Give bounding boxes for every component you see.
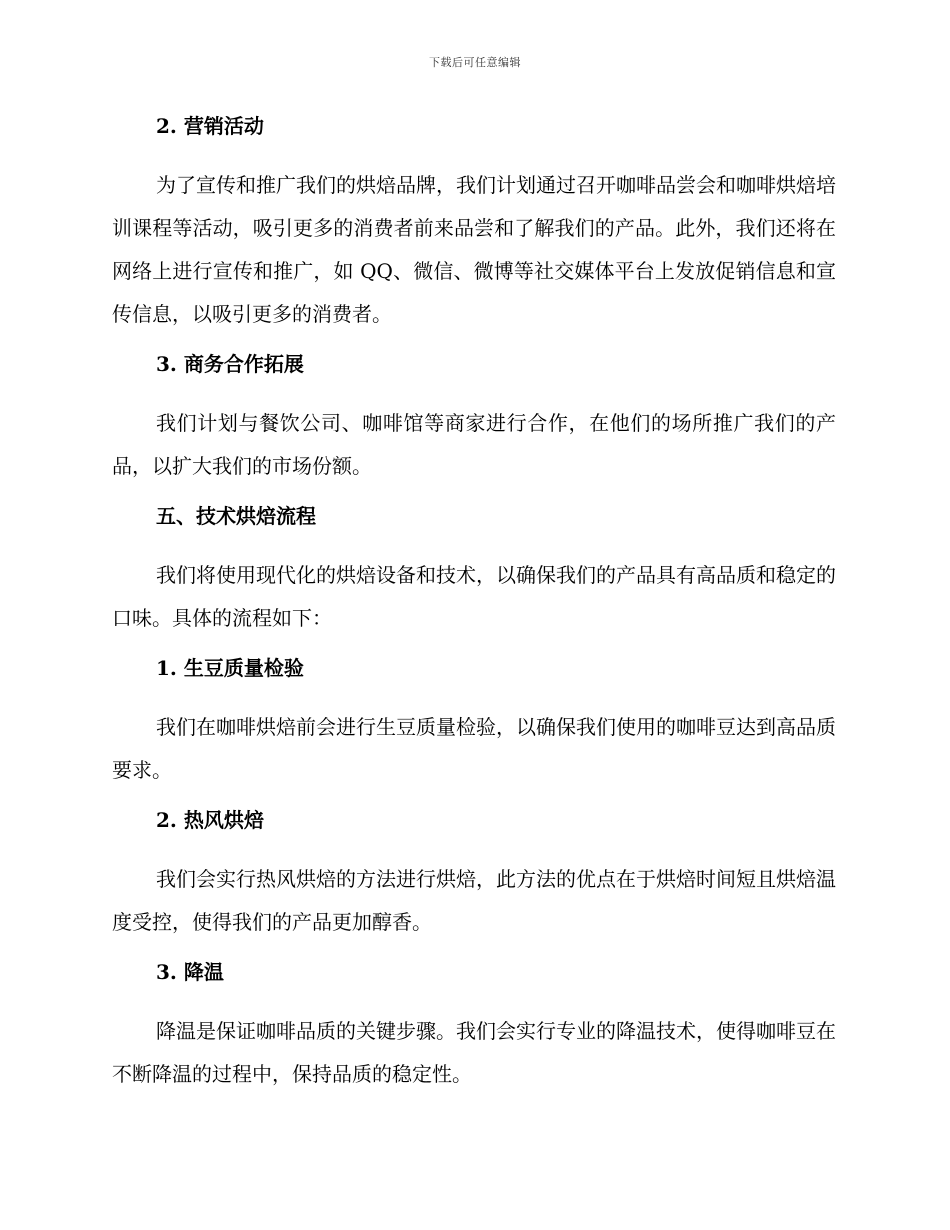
paragraph-marketing: 为了宣传和推广我们的烘焙品牌，我们计划通过召开咖啡品尝会和咖啡烘焙培训课程等活动，吸引更多的消费者前来品尝和了解我们的产品。此外，我们还将在网络上进行宣传和推广，如 QQ、微信、微博等社交媒体平台上发放促销信息和宣传信息，以吸引更多的消费者。 <box>112 173 836 326</box>
paragraph-roasting-process: 我们将使用现代化的烘焙设备和技术，以确保我们的产品具有高品质和稳定的口味。具体的流程如下： <box>112 563 836 630</box>
document-body <box>112 108 836 1096</box>
page-header-note: 下载后可任意编辑 <box>429 56 521 69</box>
section-heading-cooling: 3. 降温 <box>156 960 224 984</box>
section-heading-business-cooperation: 3. 商务合作拓展 <box>156 352 304 376</box>
section-heading-bean-inspection: 1. 生豆质量检验 <box>156 656 304 680</box>
section-heading-hot-air-roasting: 2. 热风烘焙 <box>156 808 264 832</box>
paragraph-cooling: 降温是保证咖啡品质的关键步骤。我们会实行专业的降温技术，使得咖啡豆在不断降温的过程中，保持品质的稳定性。 <box>112 1019 836 1086</box>
section-heading-roasting-process: 五、技术烘焙流程 <box>156 504 316 528</box>
paragraph-hot-air-roasting: 我们会实行热风烘焙的方法进行烘焙，此方法的优点在于烘焙时间短且烘焙温度受控，使得我们的产品更加醇香。 <box>112 867 836 934</box>
paragraph-business-cooperation: 我们计划与餐饮公司、咖啡馆等商家进行合作，在他们的场所推广我们的产品，以扩大我们的市场份额。 <box>112 411 836 478</box>
section-heading-marketing: 2. 营销活动 <box>156 114 264 138</box>
paragraph-bean-inspection: 我们在咖啡烘焙前会进行生豆质量检验，以确保我们使用的咖啡豆达到高品质要求。 <box>112 715 836 782</box>
